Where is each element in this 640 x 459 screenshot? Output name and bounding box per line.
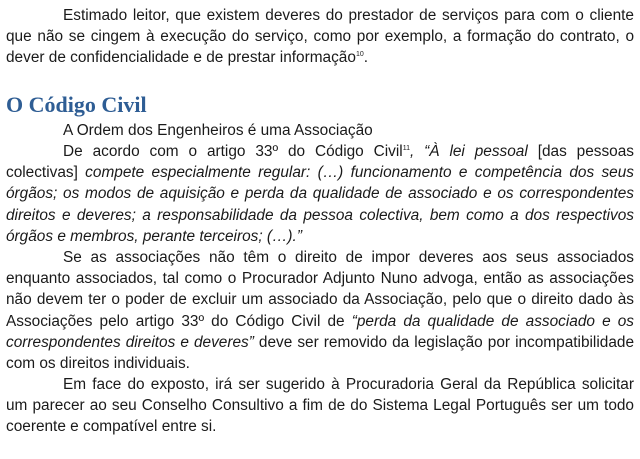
argument-text-b: deve ser removido da legislação por incompatibilidade com os direitos individuais.	[6, 333, 635, 373]
footnote-ref: 10	[355, 51, 364, 59]
paragraph-association	[6, 120, 634, 141]
paragraph-argument	[6, 247, 634, 374]
quote-bracket: [das pessoas colectivas]	[6, 143, 634, 182]
intro-paragraph: Estimado leitor, que existem deveres do prestador de serviços para com o cliente que não se cingem à execução do serviço, como por exemplo, a formação do contrato, o dever de confidencialidade e de prestar informação$^{10}$.	[6, 7, 634, 67]
paragraph-civil-code	[6, 141, 634, 247]
section-heading: O Código Civil	[6, 92, 147, 117]
argument-quote: “perda da qualidade de associado e os correspondentes direitos e deveres”	[6, 312, 634, 351]
quote-start: , “À lei pessoal	[410, 143, 538, 160]
footnote-ref: 11	[402, 144, 410, 152]
paragraph-lead: De acordo com o artigo 33º do Código Civil	[63, 143, 403, 160]
paragraph-text: A Ordem dos Engenheiros é uma Associação	[63, 122, 373, 139]
intro-text: Estimado leitor, que existem deveres do prestador de serviços para com o cliente que não se cingem à execução do serviço, como por exemplo, a formação do contrato, o dever de confidencialidade e de prestar informação	[6, 7, 634, 67]
paragraph-conclusion	[6, 374, 634, 438]
argument-text-a: Se as associações não têm o direito de impor deveres aos seus associados enquanto associados, tal como o Procurador Adjunto Nuno advoga, então as associações não devem ter o poder de excluir um associado da Associação, pelo que o direito dado às Associações pelo artigo 33º do Código Civil de	[6, 249, 634, 330]
quote-rest: compete especialmente regular: (…) funcionamento e competência dos seus órgãos; os modos de aquisição e perda da qualidade de associado e os correspondentes direitos e deveres; a responsabilidade da pessoa colectiva, bem como a dos respectivos órgãos e membros, perante terceiros; (…).”	[6, 164, 634, 245]
conclusion-text: Em face do exposto, irá ser sugerido à Procuradoria Geral da República solicitar um parecer ao seu Conselho Consultivo a fim de do Sistema Legal Português ser um todo coerente e compatível entre si.	[6, 376, 634, 436]
